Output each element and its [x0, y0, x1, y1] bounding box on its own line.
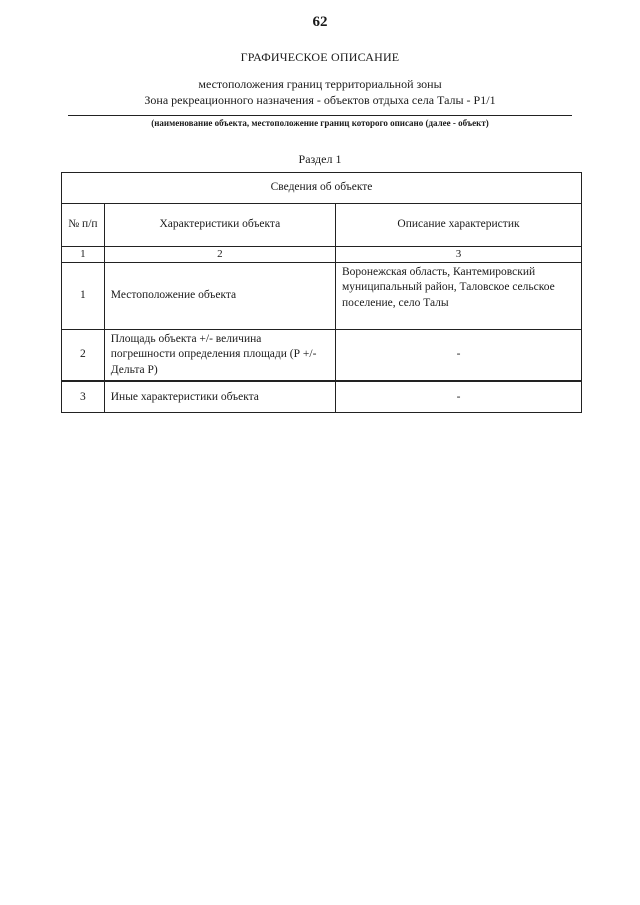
object-name-underline: [68, 115, 572, 116]
document-subtitle-line-2: Зона рекреационного назначения - объектов отдыха села Талы - Р1/1: [144, 93, 496, 107]
table-header: Сведения об объекте: [62, 173, 582, 204]
object-info-table: [61, 172, 582, 413]
page-number: 62: [312, 14, 328, 30]
column-header-description: Описание характеристик: [335, 204, 581, 247]
table-row: [62, 262, 582, 329]
row-number: 3: [62, 381, 105, 413]
column-headers-row: [62, 204, 582, 247]
table-header-row: [62, 173, 582, 204]
row-number: 1: [62, 262, 105, 329]
column-number-3: 3: [335, 247, 581, 263]
column-number-1: 1: [62, 247, 105, 263]
row-characteristic: Площадь объекта +/- величина погрешности определения площади (Р +/- Дельта Р): [104, 329, 335, 381]
document-subtitle-line-1: местоположения границ территориальной зоны: [198, 77, 442, 91]
column-header-number: № п/п: [62, 204, 105, 247]
table-row: [62, 381, 582, 413]
row-description: -: [335, 381, 581, 413]
row-number: 2: [62, 329, 105, 381]
section-title: Раздел 1: [298, 152, 342, 166]
row-description: -: [335, 329, 581, 381]
object-name-caption: (наименование объекта, местоположение границ которого описано (далее - объект): [151, 118, 489, 128]
column-numbers-row: [62, 247, 582, 263]
document-title: ГРАФИЧЕСКОЕ ОПИСАНИЕ: [240, 50, 400, 64]
column-number-2: 2: [104, 247, 335, 263]
column-header-characteristic: Характеристики объекта: [104, 204, 335, 247]
row-characteristic: Иные характеристики объекта: [104, 381, 335, 413]
row-characteristic: Местоположение объекта: [104, 262, 335, 329]
row-description: Воронежская область, Кантемировский муниципальный район, Таловское сельское поселение, село Талы: [335, 262, 581, 329]
table-row: [62, 329, 582, 381]
